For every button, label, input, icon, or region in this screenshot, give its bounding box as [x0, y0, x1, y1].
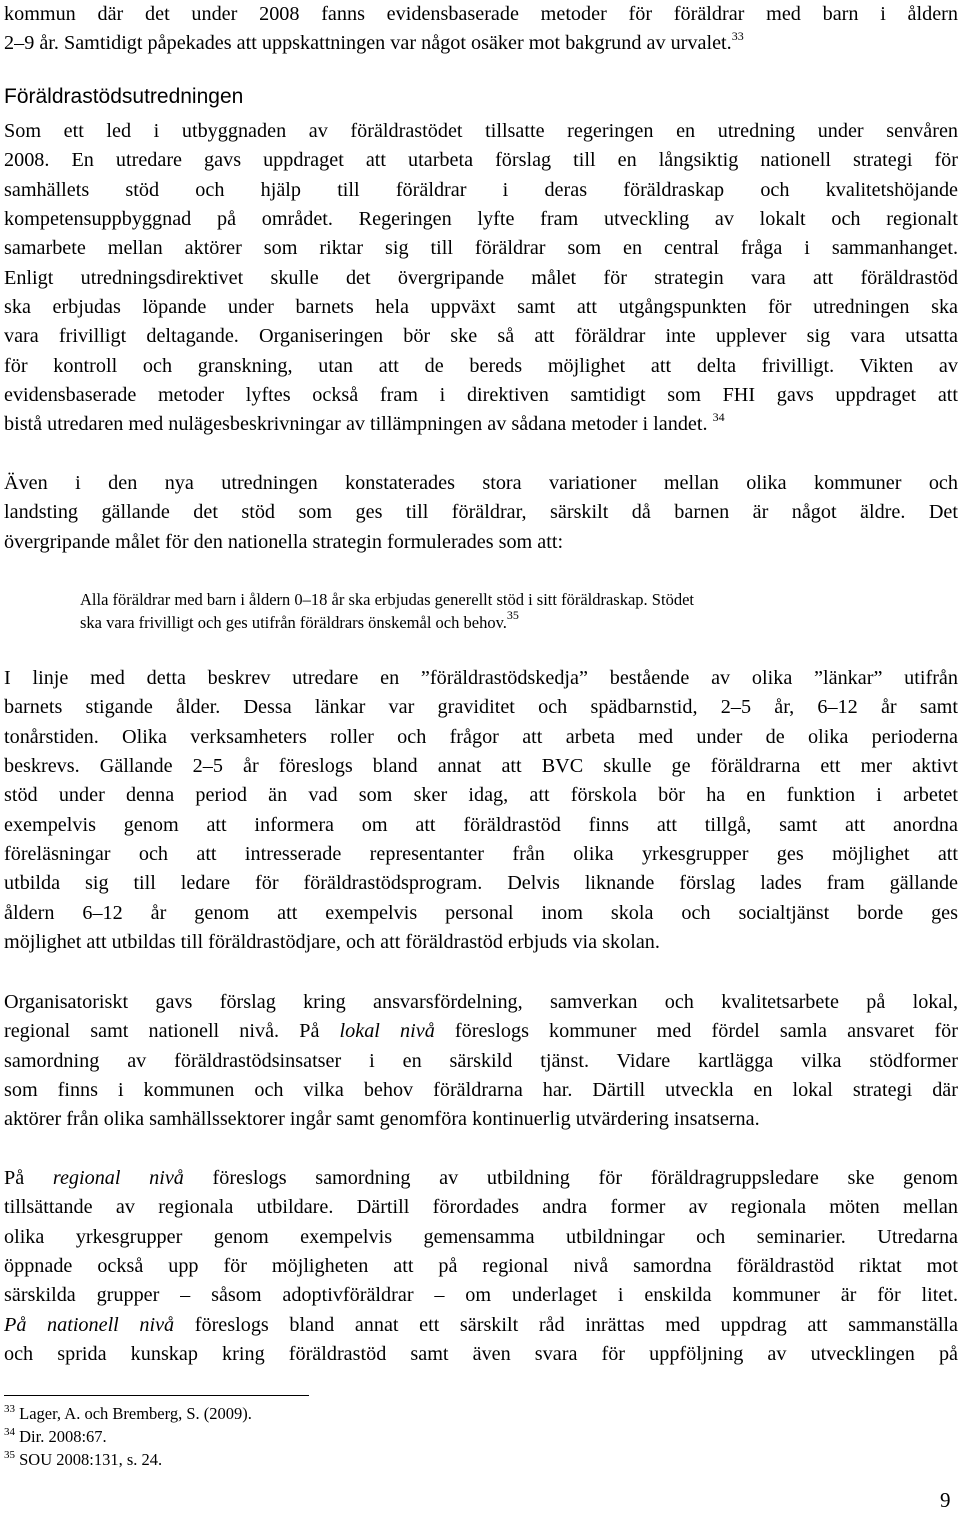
text-line: Som ett led i utbyggnaden av föräldrastödet tillsatte regeringen en utredning under senvåren [4, 120, 958, 142]
paragraph-3 [4, 664, 958, 957]
text-line: samarbete mellan aktörer som riktar sig till föräldrar som en central fråga i sammanhanget. [4, 237, 958, 260]
paragraph-1 [4, 117, 958, 440]
text-line: tonårstiden. Olika verksamheters roller och frågor att arbeta med under de olika perioderna [4, 725, 958, 748]
text-line [4, 1164, 958, 1193]
footnote-number: 34 [4, 1426, 15, 1438]
text-line: beskrevs. Gällande 2–5 år föreslogs bland annat att BVC skulle ge föräldrarna ett mer aktivt [4, 755, 958, 778]
text-segment: föreslogs kommuner med fördel samla ansvaret för [434, 1020, 958, 1043]
text-line [4, 1017, 958, 1046]
emphasis-text: På nationell nivå [4, 1313, 175, 1336]
text-line: aktörer från olika samhällssektorer ingår samt genomföra kontinuerlig utvärdering insatserna. [4, 1108, 760, 1131]
quote-line: Alla föräldrar med barn i åldern 0–18 år ska erbjudas generellt stöd i sitt föräldraskap. Stödet [80, 590, 694, 609]
block-quote [80, 588, 900, 634]
text-line: samhällets stöd och hjälp till föräldrar i deras föräldraskap och kvalitetshöjande [4, 178, 958, 201]
footnote-ref: 35 [506, 608, 519, 622]
paragraph-5 [4, 1164, 958, 1369]
footnote-separator [4, 1395, 309, 1396]
text-line: samordning av föräldrastödsinsatser i en särskild tjänst. Vidare kartlägga vilka stödformer [4, 1049, 958, 1072]
text-segment: På [4, 1167, 53, 1189]
text-line: särskilda grupper – såsom adoptivföräldrar – om underlaget i enskilda kommuner är för litet. [4, 1284, 958, 1307]
footnotes [4, 1402, 252, 1471]
quote-line [80, 608, 900, 634]
text-line: Även i den nya utredningen konstaterades stora variationer mellan olika kommuner och [4, 472, 958, 494]
footnote [4, 1425, 252, 1448]
footnote-text: Dir. 2008:67. [19, 1427, 107, 1446]
text-line: och sprida kunskap kring föräldrastöd samt även svara för uppföljning av utvecklingen på [4, 1343, 958, 1366]
text-segment: föreslogs samordning av utbildning för föräldragruppsledare ske genom [183, 1167, 958, 1189]
text-line: vara frivilligt deltagande. Organiseringen bör ske så att föräldrar inte upplever sig vara utsatta [4, 325, 958, 348]
footnote-number: 33 [4, 1403, 15, 1415]
text-line: Organisatoriskt gavs förslag kring ansvarsfördelning, samverkan och kvalitetsarbete på lokal, [4, 991, 958, 1013]
text-line: stöd under denna period än vad som sker idag, att förskola bör ha en funktion i arbetet [4, 784, 958, 807]
quote-line-content: ska vara frivilligt och ges utifrån föräldrars önskemål och behov. [80, 613, 507, 632]
emphasis-text: lokal nivå [339, 1020, 435, 1043]
paragraph-4 [4, 988, 958, 1135]
text-segment: föreslogs bland annat ett särskilt råd inrättas med uppdrag att sammanställa [174, 1313, 958, 1336]
text-line: för kontroll och granskning, utan att de bereds möjlighet att delta frivilligt. Vikten av [4, 354, 958, 377]
footnote [4, 1402, 252, 1425]
text-line: landsting gällande det stöd som ges till föräldrar, särskilt då barnen är något äldre. Det [4, 501, 958, 524]
text-line: möjlighet att utbildas till föräldrastödjare, och att föräldrastöd erbjuds via skolan. [4, 931, 660, 954]
footnote-number: 35 [4, 1449, 15, 1461]
text-line: åldern 6–12 år genom att exempelvis personal inom skola och socialtjänst borde ges [4, 901, 958, 924]
text-line: ska erbjudas löpande under barnets hela uppväxt samt att utgångspunkten för utredningen ska [4, 296, 958, 319]
text-line: I linje med detta beskrev utredare en ”föräldrastödskedja” bestående av olika ”länkar” utifrån [4, 667, 958, 689]
text-line [4, 410, 958, 439]
text-line [4, 1311, 958, 1340]
text-line: utbilda sig till ledare för föräldrastödsprogram. Delvis liknande förslag lades fram gällande [4, 872, 958, 895]
footnote-ref: 34 [712, 410, 725, 425]
section-heading: Föräldrastödsutredningen [4, 85, 244, 108]
text-line: exempelvis genom att informera om att föräldrastöd finns att tillgå, samt att anordna [4, 813, 958, 836]
text-line: övergripande målet för den nationella strategin formulerades som att: [4, 530, 564, 553]
text-line [4, 29, 958, 58]
paragraph-2 [4, 469, 958, 557]
text-segment: regional samt nationell nivå. På [4, 1020, 340, 1043]
footnote-text: SOU 2008:131, s. 24. [19, 1450, 163, 1469]
intro-paragraph [4, 0, 958, 59]
text-line: olika yrkesgrupper genom exempelvis gemensamma utbildningar och seminarier. Utredarna [4, 1225, 958, 1248]
text-line: Enligt utredningsdirektivet skulle det övergripande målet för strategin vara att föräldrastöd [4, 266, 958, 289]
text-line: kommun där det under 2008 fanns evidensbaserade metoder för föräldrar med barn i åldern [4, 3, 958, 25]
text-line: som finns i kommunen och vilka behov föräldrarna har. Därtill utveckla en lokal strategi där [4, 1079, 958, 1102]
footnote-text: Lager, A. och Bremberg, S. (2009). [19, 1404, 252, 1423]
text-line-content: 2–9 år. Samtidigt påpekades att uppskattningen var något osäker mot bakgrund av urvalet. [4, 32, 732, 55]
text-line: barnets stigande ålder. Dessa länkar var graviditet och spädbarnstid, 2–5 år, 6–12 år samt [4, 696, 958, 719]
text-line: föreläsningar och att intresserade representanter från olika yrkesgrupper ges möjlighet att [4, 843, 958, 866]
text-line: tillsättande av regionala utbildare. Därtill förordades andra former av regionala möten mellan [4, 1196, 958, 1219]
text-line-content: bistå utredaren med nulägesbeskrivningar av tillämpningen av sådana metoder i landet. [4, 413, 708, 436]
text-line: kompetensuppbyggnad på området. Regeringen lyfte fram utveckling av lokalt och regionalt [4, 208, 958, 231]
text-line: öppnade också upp för möjligheten att på regional nivå samordna föräldrastöd riktat mot [4, 1255, 958, 1278]
footnote-ref: 33 [731, 29, 744, 44]
text-line: evidensbaserade metoder lyftes också fram i direktiven samtidigt som FHI gavs uppdraget att [4, 384, 958, 407]
page-number: 9 [940, 1488, 951, 1512]
emphasis-text: regional nivå [52, 1167, 184, 1189]
footnote [4, 1448, 252, 1471]
text-line: 2008. En utredare gavs uppdraget att utarbeta förslag till en långsiktig nationell strategi för [4, 149, 958, 172]
